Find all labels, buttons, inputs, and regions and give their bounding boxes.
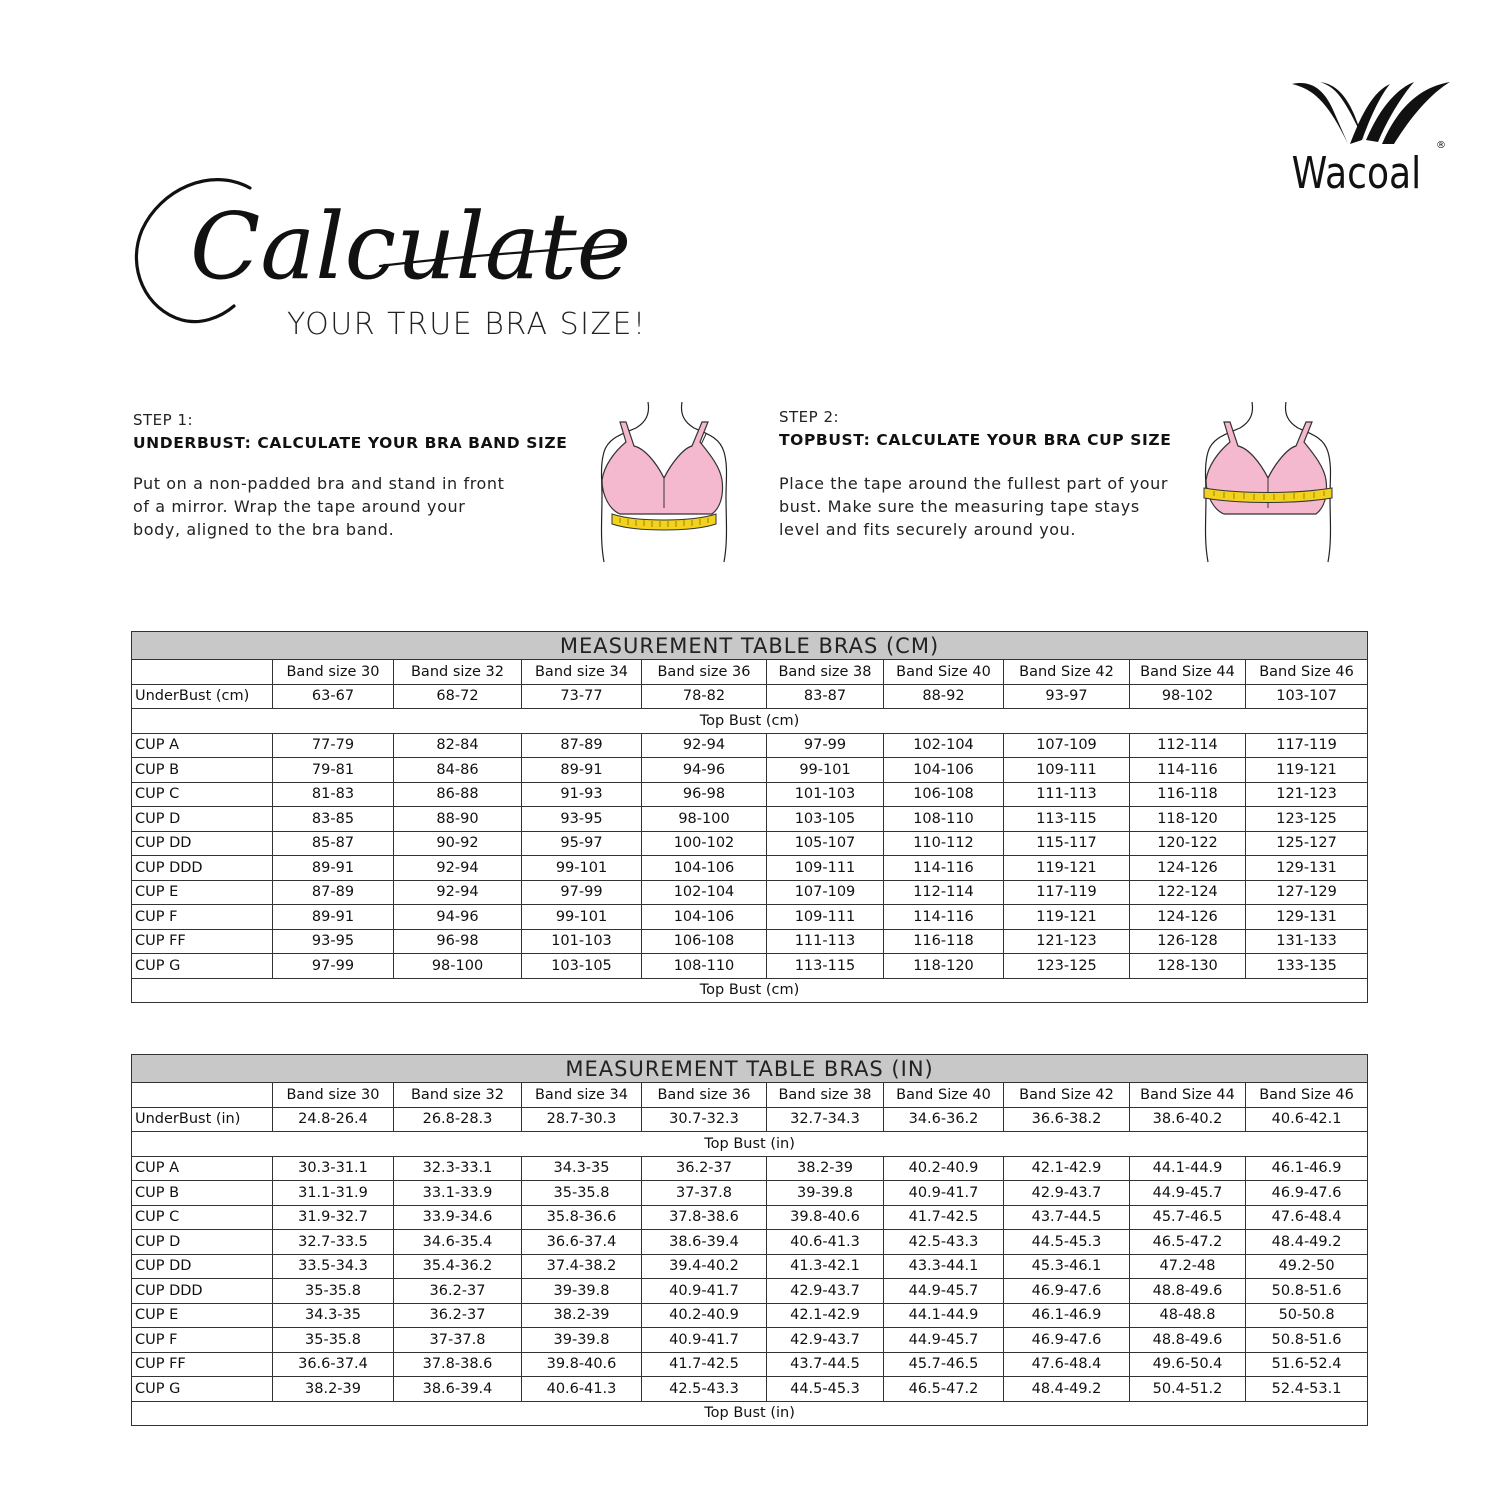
logo-wordmark: Wacoal [1291,148,1422,199]
row-label: CUP F [132,905,273,930]
table-cell: 104-106 [642,905,767,930]
table-cell: 92-94 [642,733,767,758]
wacoal-logo-mark-icon [1290,78,1452,150]
table-cell: 38.2-39 [767,1156,884,1181]
table-cell: 48.8-49.6 [1130,1279,1246,1304]
table-cell: 103-107 [1246,684,1368,709]
table-cell: 88-92 [884,684,1004,709]
table-cell: 118-120 [1130,807,1246,832]
table-row [132,1377,1368,1402]
title-script-text: Calculate [190,193,632,300]
table-cell: 46.9-47.6 [1004,1279,1130,1304]
table-cell: 123-125 [1246,807,1368,832]
column-header: Band Size 44 [1130,1083,1246,1108]
table-cell: 120-122 [1130,831,1246,856]
column-header: Band size 38 [767,1083,884,1108]
table-cell: 50.8-51.6 [1246,1279,1368,1304]
topbust-illustration [1200,400,1335,565]
table-cell: 34.6-35.4 [394,1230,522,1255]
table-cell: 77-79 [273,733,394,758]
step-1-body [133,472,505,541]
table-cell: 118-120 [884,954,1004,979]
table-row [132,954,1368,979]
table-cell: 112-114 [884,880,1004,905]
table-cell: 98-100 [642,807,767,832]
row-label: CUP DD [132,1254,273,1279]
table-cell: 93-97 [1004,684,1130,709]
row-label: CUP G [132,1377,273,1402]
table-cell: 102-104 [884,733,1004,758]
table-cell: 87-89 [273,880,394,905]
column-header: Band size 36 [642,660,767,685]
table-cell: 38.6-40.2 [1130,1107,1246,1132]
table-cell: 39.8-40.6 [522,1352,642,1377]
table-cell: 112-114 [1130,733,1246,758]
table-cell: 36.2-37 [642,1156,767,1181]
table-cell: 129-131 [1246,856,1368,881]
table-cell: 48.8-49.6 [1130,1328,1246,1353]
table-cell: 114-116 [884,905,1004,930]
underbust-row [132,684,1368,709]
row-label: CUP B [132,1181,273,1206]
table-cell: 109-111 [1004,758,1130,783]
step-1-body-line: Put on a non-padded bra and stand in front [133,474,505,493]
table-cell: 104-106 [642,856,767,881]
table-cell: 42.5-43.3 [884,1230,1004,1255]
section-label: Top Bust (cm) [132,709,1368,734]
table-cell: 124-126 [1130,856,1246,881]
table-row [132,733,1368,758]
table-cell: 131-133 [1246,929,1368,954]
table-row [132,1352,1368,1377]
row-label: CUP E [132,880,273,905]
table-cell: 105-107 [767,831,884,856]
table-cell: 33.5-34.3 [273,1254,394,1279]
table-cell: 34.6-36.2 [884,1107,1004,1132]
top-bust-label-row [132,1132,1368,1157]
table-cell: 133-135 [1246,954,1368,979]
table-cell: 36.6-37.4 [522,1230,642,1255]
table-cell: 88-90 [394,807,522,832]
table-cell: 43.7-44.5 [1004,1205,1130,1230]
step-2-body-line: bust. Make sure the measuring tape stays [779,497,1140,516]
table-cell: 42.9-43.7 [1004,1181,1130,1206]
table-cell: 46.1-46.9 [1004,1303,1130,1328]
table-row [132,1181,1368,1206]
table-cell: 108-110 [642,954,767,979]
row-label: CUP FF [132,929,273,954]
table-cell: 40.9-41.7 [642,1279,767,1304]
registered-mark: ® [1436,140,1446,151]
table-cell: 32.7-34.3 [767,1107,884,1132]
table-cell: 36.2-37 [394,1303,522,1328]
table-corner-cell [132,660,273,685]
column-header: Band size 32 [394,660,522,685]
table-cell: 116-118 [884,929,1004,954]
row-label: CUP FF [132,1352,273,1377]
table-caption: MEASUREMENT TABLE BRAS (CM) [132,632,1368,660]
table-cell: 34.3-35 [273,1303,394,1328]
column-header: Band size 30 [273,1083,394,1108]
table-cell: 36.2-37 [394,1279,522,1304]
table-cell: 121-123 [1246,782,1368,807]
table-cell: 37.8-38.6 [642,1205,767,1230]
table-cell: 48.4-49.2 [1246,1230,1368,1255]
row-label: CUP D [132,807,273,832]
table-cell: 37.4-38.2 [522,1254,642,1279]
table-cell: 37-37.8 [394,1328,522,1353]
table-cell: 51.6-52.4 [1246,1352,1368,1377]
table-cell: 36.6-38.2 [1004,1107,1130,1132]
table-cell: 50.4-51.2 [1130,1377,1246,1402]
table-cell: 93-95 [522,807,642,832]
table-row [132,880,1368,905]
table-row [132,1279,1368,1304]
table-cell: 50-50.8 [1246,1303,1368,1328]
table-cell: 124-126 [1130,905,1246,930]
row-label: CUP G [132,954,273,979]
table-cell: 99-101 [767,758,884,783]
table-cell: 46.1-46.9 [1246,1156,1368,1181]
table-cell: 129-131 [1246,905,1368,930]
table-header-row [132,660,1368,685]
table-cell: 35-35.8 [522,1181,642,1206]
table-row [132,1254,1368,1279]
table-cell: 98-102 [1130,684,1246,709]
table-cell: 46.5-47.2 [884,1377,1004,1402]
table-cell: 46.9-47.6 [1004,1328,1130,1353]
table-row [132,1328,1368,1353]
table-cell: 121-123 [1004,929,1130,954]
table-cell: 44.1-44.9 [1130,1156,1246,1181]
table-cell: 41.7-42.5 [884,1205,1004,1230]
table-cell: 39.4-40.2 [642,1254,767,1279]
table-cell: 41.3-42.1 [767,1254,884,1279]
column-header: Band size 34 [522,1083,642,1108]
table-cell: 31.9-32.7 [273,1205,394,1230]
table-cell: 35-35.8 [273,1328,394,1353]
table-cell: 91-93 [522,782,642,807]
table-cell: 119-121 [1004,856,1130,881]
table-cell: 42.9-43.7 [767,1328,884,1353]
torso-topbust-icon [1200,400,1335,565]
table-cell: 33.1-33.9 [394,1181,522,1206]
table-row [132,1205,1368,1230]
table-cell: 99-101 [522,856,642,881]
table-cell: 123-125 [1004,954,1130,979]
table-cell: 44.5-45.3 [1004,1230,1130,1255]
table-cell: 48-48.8 [1130,1303,1246,1328]
table-cell: 40.6-41.3 [767,1230,884,1255]
table-cell: 109-111 [767,905,884,930]
step-2-label: STEP 2: [779,408,840,426]
row-label: CUP A [132,733,273,758]
table-cell: 111-113 [767,929,884,954]
table-cell: 38.2-39 [273,1377,394,1402]
table-cell: 89-91 [522,758,642,783]
table-cell: 97-99 [522,880,642,905]
step-2-body-line: Place the tape around the fullest part of your [779,474,1169,493]
column-header: Band Size 40 [884,660,1004,685]
table-cell: 35.8-36.6 [522,1205,642,1230]
table-cell: 39-39.8 [522,1328,642,1353]
table-cell: 85-87 [273,831,394,856]
step-1-body-line: body, aligned to the bra band. [133,520,395,539]
step-2-body-line: level and fits securely around you. [779,520,1077,539]
underbust-row [132,1107,1368,1132]
table-row [132,1156,1368,1181]
table-cell: 94-96 [642,758,767,783]
column-header: Band size 36 [642,1083,767,1108]
table-cell: 109-111 [767,856,884,881]
table-cell: 43.3-44.1 [884,1254,1004,1279]
row-label: CUP DDD [132,856,273,881]
table-cell: 108-110 [884,807,1004,832]
table-header-row [132,1083,1368,1108]
table-cell: 42.1-42.9 [767,1303,884,1328]
row-label: CUP A [132,1156,273,1181]
table-cell: 33.9-34.6 [394,1205,522,1230]
table-cell: 39-39.8 [522,1279,642,1304]
row-label: CUP C [132,782,273,807]
table-cell: 78-82 [642,684,767,709]
table-cell: 106-108 [884,782,1004,807]
row-label: CUP DDD [132,1279,273,1304]
table-cell: 40.2-40.9 [642,1303,767,1328]
row-label: CUP B [132,758,273,783]
table-cell: 46.9-47.6 [1246,1181,1368,1206]
table-cell: 49.6-50.4 [1130,1352,1246,1377]
row-label: CUP C [132,1205,273,1230]
table-cell: 113-115 [767,954,884,979]
table-cell: 42.1-42.9 [1004,1156,1130,1181]
table-cell: 38.2-39 [522,1303,642,1328]
table-cell: 89-91 [273,856,394,881]
table-row [132,1303,1368,1328]
table-cell: 128-130 [1130,954,1246,979]
table-cell: 32.3-33.1 [394,1156,522,1181]
table-cell: 44.9-45.7 [884,1279,1004,1304]
step-2-body [779,472,1168,541]
table-cell: 40.2-40.9 [884,1156,1004,1181]
table-cell: 83-85 [273,807,394,832]
table-cell: 100-102 [642,831,767,856]
table-cell: 44.9-45.7 [1130,1181,1246,1206]
table-cell: 40.9-41.7 [884,1181,1004,1206]
table-cell: 40.9-41.7 [642,1328,767,1353]
table-cell: 38.6-39.4 [394,1377,522,1402]
step-2-heading: TOPBUST: CALCULATE YOUR BRA CUP SIZE [779,431,1172,449]
table-cell: 101-103 [767,782,884,807]
table-row [132,782,1368,807]
column-header: Band Size 44 [1130,660,1246,685]
row-label: CUP F [132,1328,273,1353]
column-header: Band size 32 [394,1083,522,1108]
table-cell: 119-121 [1246,758,1368,783]
measurement-table-cm [131,631,1368,1003]
table-cell: 111-113 [1004,782,1130,807]
table-cell: 106-108 [642,929,767,954]
table-cell: 52.4-53.1 [1246,1377,1368,1402]
table-row [132,807,1368,832]
table-row [132,929,1368,954]
table-cell: 94-96 [394,905,522,930]
table-cell: 103-105 [767,807,884,832]
row-label: CUP E [132,1303,273,1328]
table-cell: 34.3-35 [522,1156,642,1181]
underbust-illustration [596,400,731,565]
column-header: Band size 34 [522,660,642,685]
table-cell: 107-109 [1004,733,1130,758]
table-cell: 98-100 [394,954,522,979]
table-cell: 44.9-45.7 [884,1328,1004,1353]
table-cell: 26.8-28.3 [394,1107,522,1132]
table-cell: 48.4-49.2 [1004,1377,1130,1402]
column-header: Band Size 42 [1004,1083,1130,1108]
top-bust-label-row [132,709,1368,734]
table-cell: 97-99 [273,954,394,979]
table-cell: 38.6-39.4 [642,1230,767,1255]
table-cell: 45.7-46.5 [884,1352,1004,1377]
table-cell: 126-128 [1130,929,1246,954]
table-cell: 47.6-48.4 [1004,1352,1130,1377]
table-cell: 63-67 [273,684,394,709]
table-cell: 79-81 [273,758,394,783]
table-footer-row [132,978,1368,1003]
table-cell: 42.9-43.7 [767,1279,884,1304]
table-cell: 97-99 [767,733,884,758]
table-cell: 127-129 [1246,880,1368,905]
table-cell: 39-39.8 [767,1181,884,1206]
table-cell: 31.1-31.9 [273,1181,394,1206]
table-cell: 113-115 [1004,807,1130,832]
table-cell: 89-91 [273,905,394,930]
row-label: UnderBust (cm) [132,684,273,709]
section-label: Top Bust (in) [132,1132,1368,1157]
table-cell: 110-112 [884,831,1004,856]
table-row [132,831,1368,856]
column-header: Band size 38 [767,660,884,685]
table-cell: 37.8-38.6 [394,1352,522,1377]
table-cell: 81-83 [273,782,394,807]
step-1-body-line: of a mirror. Wrap the tape around your [133,497,466,516]
table-cell: 40.6-41.3 [522,1377,642,1402]
column-header: Band size 30 [273,660,394,685]
table-cell: 103-105 [522,954,642,979]
table-cell: 40.6-42.1 [1246,1107,1368,1132]
table-cell: 117-119 [1246,733,1368,758]
table-cell: 45.7-46.5 [1130,1205,1246,1230]
table-cell: 114-116 [1130,758,1246,783]
table-cell: 49.2-50 [1246,1254,1368,1279]
table-cell: 93-95 [273,929,394,954]
table-row [132,1230,1368,1255]
table-cell: 82-84 [394,733,522,758]
row-label: CUP DD [132,831,273,856]
table-cell: 96-98 [394,929,522,954]
table-cell: 42.5-43.3 [642,1377,767,1402]
table-cell: 87-89 [522,733,642,758]
column-header: Band Size 40 [884,1083,1004,1108]
table-cell: 44.1-44.9 [884,1303,1004,1328]
table-footer: Top Bust (cm) [132,978,1368,1003]
table-cell: 90-92 [394,831,522,856]
table-cell: 41.7-42.5 [642,1352,767,1377]
table-cell: 43.7-44.5 [767,1352,884,1377]
table-cell: 30.3-31.1 [273,1156,394,1181]
table-cell: 68-72 [394,684,522,709]
table-cell: 36.6-37.4 [273,1352,394,1377]
table-cell: 114-116 [884,856,1004,881]
table-cell: 50.8-51.6 [1246,1328,1368,1353]
table-cell: 119-121 [1004,905,1130,930]
step-1-heading: UNDERBUST: CALCULATE YOUR BRA BAND SIZE [133,434,568,452]
table-cell: 39.8-40.6 [767,1205,884,1230]
table-cell: 92-94 [394,856,522,881]
table-cell: 47.2-48 [1130,1254,1246,1279]
table-footer: Top Bust (in) [132,1401,1368,1426]
table-cell: 102-104 [642,880,767,905]
table-cell: 122-124 [1130,880,1246,905]
page-subtitle: YOUR TRUE BRA SIZE! [287,307,647,342]
row-label: CUP D [132,1230,273,1255]
table-cell: 107-109 [767,880,884,905]
table-cell: 30.7-32.3 [642,1107,767,1132]
measurement-table-in [131,1054,1368,1426]
table-cell: 37-37.8 [642,1181,767,1206]
table-cell: 101-103 [522,929,642,954]
table-cell: 45.3-46.1 [1004,1254,1130,1279]
table-cell: 35.4-36.2 [394,1254,522,1279]
table-cell: 99-101 [522,905,642,930]
column-header: Band Size 46 [1246,660,1368,685]
step-1-label: STEP 1: [133,411,194,429]
table-cell: 84-86 [394,758,522,783]
table-cell: 125-127 [1246,831,1368,856]
table-row [132,856,1368,881]
column-header: Band Size 42 [1004,660,1130,685]
table-cell: 92-94 [394,880,522,905]
table-cell: 28.7-30.3 [522,1107,642,1132]
table-footer-row [132,1401,1368,1426]
column-header: Band Size 46 [1246,1083,1368,1108]
table-cell: 95-97 [522,831,642,856]
wacoal-logo [1290,78,1452,199]
table-row [132,905,1368,930]
table-cell: 115-117 [1004,831,1130,856]
table-cell: 44.5-45.3 [767,1377,884,1402]
table-cell: 117-119 [1004,880,1130,905]
table-cell: 46.5-47.2 [1130,1230,1246,1255]
table-cell: 83-87 [767,684,884,709]
table-corner-cell [132,1083,273,1108]
table-cell: 86-88 [394,782,522,807]
table-cell: 96-98 [642,782,767,807]
table-cell: 24.8-26.4 [273,1107,394,1132]
table-cell: 32.7-33.5 [273,1230,394,1255]
table-cell: 35-35.8 [273,1279,394,1304]
row-label: UnderBust (in) [132,1107,273,1132]
table-cell: 116-118 [1130,782,1246,807]
table-cell: 104-106 [884,758,1004,783]
table-row [132,758,1368,783]
table-cell: 47.6-48.4 [1246,1205,1368,1230]
table-cell: 73-77 [522,684,642,709]
torso-underbust-icon [596,400,731,565]
table-caption: MEASUREMENT TABLE BRAS (IN) [132,1055,1368,1083]
